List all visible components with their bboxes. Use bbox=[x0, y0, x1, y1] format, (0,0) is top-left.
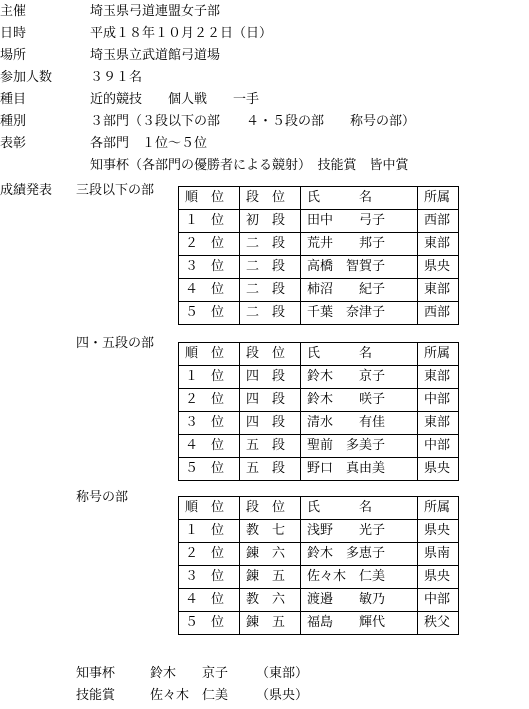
cell-name: 清水 有佳 bbox=[301, 412, 418, 435]
header-dan: 段 位 bbox=[240, 343, 301, 366]
cell-name: 渡邉 敏乃 bbox=[301, 589, 418, 612]
cell-dan: 錬 五 bbox=[240, 566, 301, 589]
table-row bbox=[179, 589, 459, 612]
award-branch-skill-prize: （県央） bbox=[256, 688, 309, 703]
cell-rank: ２ 位 bbox=[179, 389, 240, 412]
cell-rank: ２ 位 bbox=[179, 233, 240, 256]
cell-rank: ４ 位 bbox=[179, 589, 240, 612]
cell-dan: 二 段 bbox=[240, 279, 301, 302]
table-row bbox=[179, 543, 459, 566]
header-name: 氏 名 bbox=[301, 187, 418, 210]
cell-branch: 西部 bbox=[418, 210, 459, 233]
header-branch: 所属 bbox=[418, 343, 459, 366]
award-title-governor-cup: 知事杯 bbox=[76, 666, 116, 681]
award-title-skill-prize: 技能賞 bbox=[76, 688, 116, 703]
info-value-awards-detail: 知事杯（各部門の優勝者による競射） 技能賞 皆中賞 bbox=[90, 158, 409, 173]
award-name-governor-cup: 鈴木 京子 bbox=[150, 666, 229, 681]
table-row bbox=[179, 210, 459, 233]
cell-branch: 県央 bbox=[418, 520, 459, 543]
table-row bbox=[179, 612, 459, 635]
table-header-row bbox=[179, 187, 459, 210]
cell-name: 浅野 光子 bbox=[301, 520, 418, 543]
cell-branch: 中部 bbox=[418, 589, 459, 612]
table-row bbox=[179, 458, 459, 481]
cell-name: 荒井 邦子 bbox=[301, 233, 418, 256]
cell-dan: 錬 六 bbox=[240, 543, 301, 566]
results-label: 成績発表 bbox=[0, 183, 53, 198]
cell-dan: 教 六 bbox=[240, 589, 301, 612]
header-name: 氏 名 bbox=[301, 497, 418, 520]
header-rank: 順 位 bbox=[179, 343, 240, 366]
results-table-yongodan bbox=[178, 342, 459, 481]
header-branch: 所属 bbox=[418, 187, 459, 210]
cell-rank: １ 位 bbox=[179, 520, 240, 543]
cell-branch: 県南 bbox=[418, 543, 459, 566]
cell-rank: ４ 位 bbox=[179, 279, 240, 302]
table-row bbox=[179, 435, 459, 458]
section-title-sandan: 三段以下の部 bbox=[76, 183, 155, 198]
table-row bbox=[179, 233, 459, 256]
cell-name: 鈴木 多恵子 bbox=[301, 543, 418, 566]
section-title-yongodan: 四・五段の部 bbox=[76, 336, 155, 351]
cell-name: 高橋 智賀子 bbox=[301, 256, 418, 279]
award-name-skill-prize: 佐々木 仁美 bbox=[150, 688, 229, 703]
award-branch-governor-cup: （東部） bbox=[256, 666, 309, 681]
header-dan: 段 位 bbox=[240, 497, 301, 520]
table-row bbox=[179, 389, 459, 412]
cell-rank: １ 位 bbox=[179, 366, 240, 389]
cell-dan: 錬 五 bbox=[240, 612, 301, 635]
cell-rank: ４ 位 bbox=[179, 435, 240, 458]
cell-dan: 四 段 bbox=[240, 412, 301, 435]
cell-name: 野口 真由美 bbox=[301, 458, 418, 481]
cell-name: 千葉 奈津子 bbox=[301, 302, 418, 325]
cell-branch: 東部 bbox=[418, 412, 459, 435]
results-table-sandan bbox=[178, 186, 459, 325]
table-row bbox=[179, 256, 459, 279]
cell-dan: 二 段 bbox=[240, 302, 301, 325]
table-header-row bbox=[179, 343, 459, 366]
header-rank: 順 位 bbox=[179, 497, 240, 520]
cell-name: 佐々木 仁美 bbox=[301, 566, 418, 589]
cell-rank: ５ 位 bbox=[179, 458, 240, 481]
cell-dan: 二 段 bbox=[240, 233, 301, 256]
info-value-datetime: 平成１８年１０月２２日（日） bbox=[90, 26, 273, 41]
cell-name: 鈴木 京子 bbox=[301, 366, 418, 389]
header-name: 氏 名 bbox=[301, 343, 418, 366]
info-label-category: 種別 bbox=[0, 114, 27, 129]
header-dan: 段 位 bbox=[240, 187, 301, 210]
cell-name: 福島 輝代 bbox=[301, 612, 418, 635]
info-value-participants: ３９１名 bbox=[90, 70, 143, 85]
cell-dan: 五 段 bbox=[240, 458, 301, 481]
table-header-row bbox=[179, 497, 459, 520]
cell-dan: 教 七 bbox=[240, 520, 301, 543]
section-title-shogo: 称号の部 bbox=[76, 490, 129, 505]
info-value-event: 近的競技 個人戦 一手 bbox=[90, 92, 260, 107]
cell-name: 柿沼 紀子 bbox=[301, 279, 418, 302]
cell-rank: ３ 位 bbox=[179, 256, 240, 279]
cell-branch: 県央 bbox=[418, 256, 459, 279]
cell-dan: 四 段 bbox=[240, 366, 301, 389]
cell-branch: 中部 bbox=[418, 389, 459, 412]
info-value-venue: 埼玉県立武道館弓道場 bbox=[90, 48, 221, 63]
table-row bbox=[179, 366, 459, 389]
table-row bbox=[179, 302, 459, 325]
info-value-awards: 各部門 １位～５位 bbox=[90, 136, 208, 151]
results-table-shogo bbox=[178, 496, 459, 635]
info-label-datetime: 日時 bbox=[0, 26, 27, 41]
cell-branch: 西部 bbox=[418, 302, 459, 325]
table-row bbox=[179, 566, 459, 589]
info-label-organizer: 主催 bbox=[0, 4, 27, 19]
cell-branch: 県央 bbox=[418, 566, 459, 589]
cell-dan: 四 段 bbox=[240, 389, 301, 412]
header-branch: 所属 bbox=[418, 497, 459, 520]
info-value-category: ３部門（３段以下の部 ４・５段の部 称号の部） bbox=[90, 114, 416, 129]
table-row bbox=[179, 412, 459, 435]
info-label-awards: 表彰 bbox=[0, 136, 27, 151]
info-label-event: 種目 bbox=[0, 92, 27, 107]
cell-branch: 中部 bbox=[418, 435, 459, 458]
cell-branch: 東部 bbox=[418, 233, 459, 256]
cell-branch: 東部 bbox=[418, 279, 459, 302]
cell-branch: 東部 bbox=[418, 366, 459, 389]
cell-branch: 県央 bbox=[418, 458, 459, 481]
cell-rank: ３ 位 bbox=[179, 566, 240, 589]
info-value-organizer: 埼玉県弓道連盟女子部 bbox=[90, 4, 221, 19]
header-rank: 順 位 bbox=[179, 187, 240, 210]
table-row bbox=[179, 279, 459, 302]
info-label-venue: 場所 bbox=[0, 48, 27, 63]
cell-rank: ５ 位 bbox=[179, 612, 240, 635]
cell-rank: ２ 位 bbox=[179, 543, 240, 566]
cell-dan: 二 段 bbox=[240, 256, 301, 279]
cell-rank: ３ 位 bbox=[179, 412, 240, 435]
cell-branch: 秩父 bbox=[418, 612, 459, 635]
info-label-participants: 参加人数 bbox=[0, 70, 53, 85]
cell-name: 聖前 多美子 bbox=[301, 435, 418, 458]
cell-rank: ５ 位 bbox=[179, 302, 240, 325]
cell-name: 田中 弓子 bbox=[301, 210, 418, 233]
cell-name: 鈴木 咲子 bbox=[301, 389, 418, 412]
table-row bbox=[179, 520, 459, 543]
cell-dan: 初 段 bbox=[240, 210, 301, 233]
cell-rank: １ 位 bbox=[179, 210, 240, 233]
cell-dan: 五 段 bbox=[240, 435, 301, 458]
